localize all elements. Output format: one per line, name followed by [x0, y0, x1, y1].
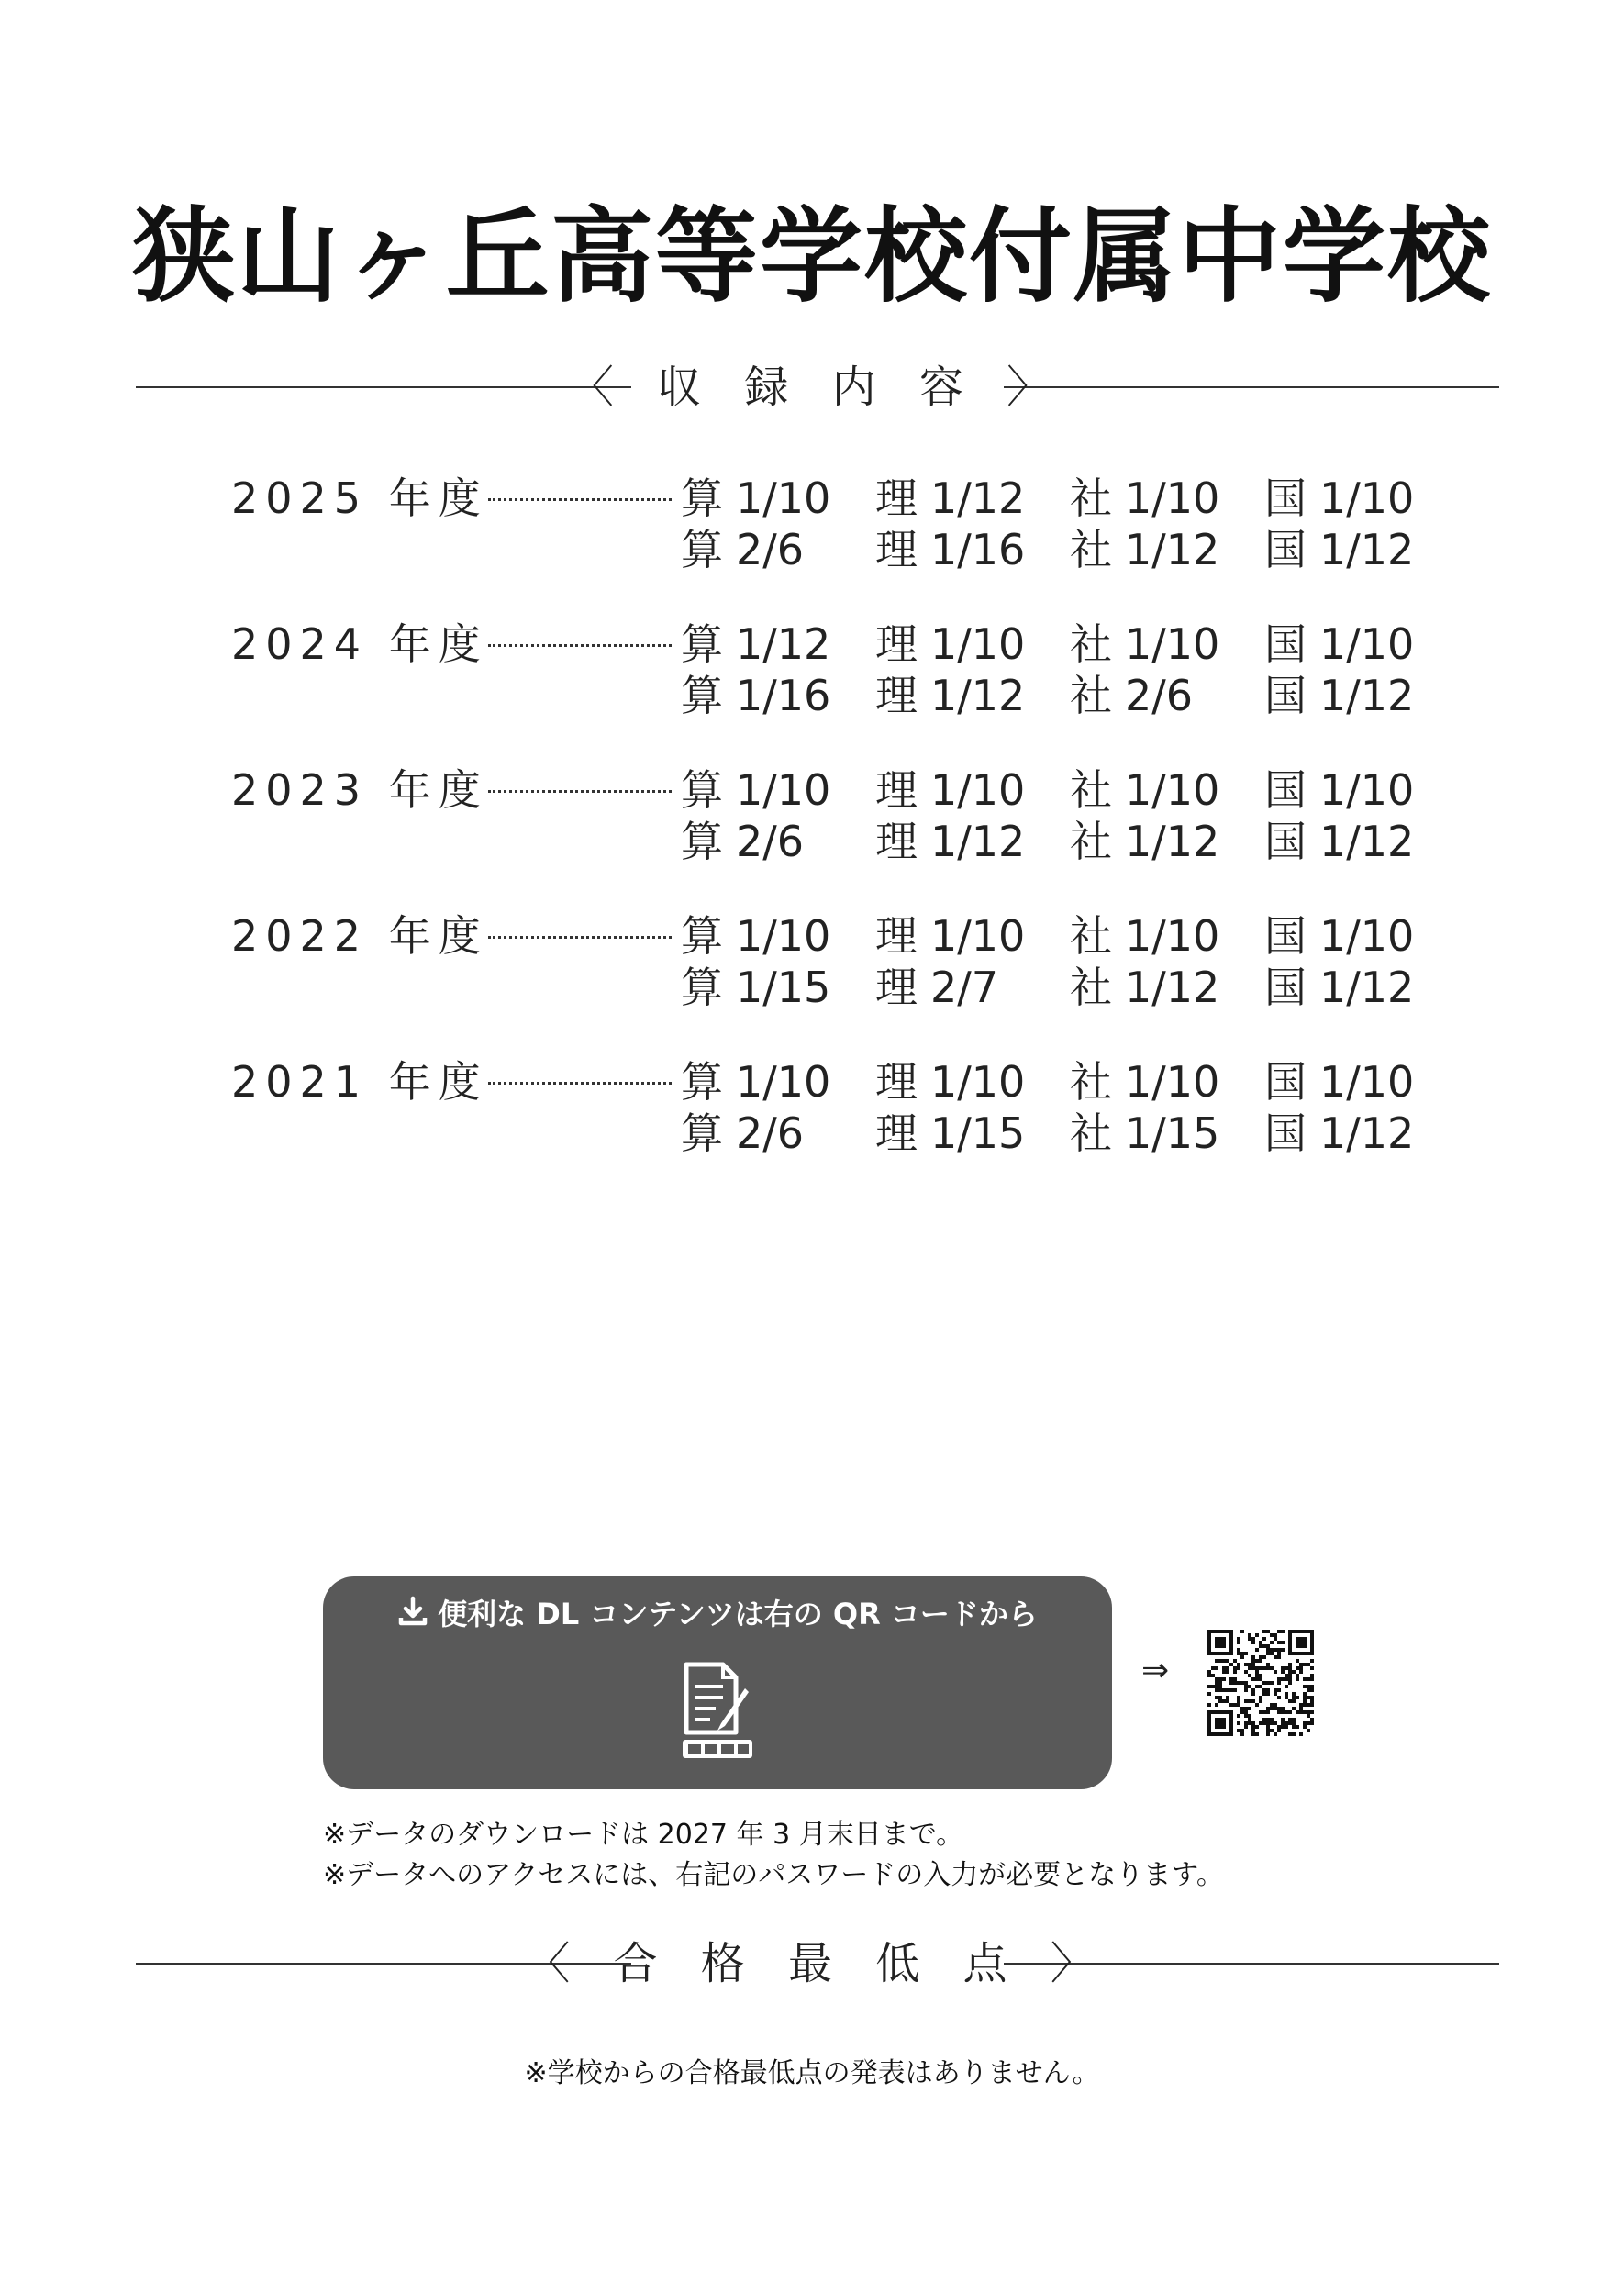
exam-entry [1070, 962, 1264, 1013]
subject-label: 国 [1264, 817, 1307, 866]
exam-date: 1/10 [1125, 619, 1220, 669]
exam-row [681, 1056, 1459, 1108]
exam-date: 1/12 [930, 817, 1026, 866]
subject-label: 社 [1070, 817, 1112, 866]
exam-entry [875, 524, 1070, 575]
subject-label: 算 [681, 525, 723, 574]
exam-entry [1264, 1108, 1459, 1159]
exam-date: 1/10 [1319, 473, 1415, 523]
subject-label: 国 [1264, 619, 1307, 669]
subject-label: 算 [681, 619, 723, 669]
exam-entry [1264, 910, 1459, 962]
subject-label: 理 [875, 525, 918, 574]
exam-entry [875, 816, 1070, 867]
exam-row [681, 764, 1459, 816]
exam-entry [875, 473, 1070, 524]
subject-label: 国 [1264, 1108, 1307, 1158]
exam-date: 1/10 [736, 911, 831, 961]
subject-label: 算 [681, 765, 723, 815]
subject-label: 算 [681, 963, 723, 1012]
dotted-leader [488, 936, 672, 939]
exam-entry [681, 910, 875, 962]
exam-entry [1070, 1108, 1264, 1159]
exam-entry [1264, 670, 1459, 721]
subject-label: 社 [1070, 1108, 1112, 1158]
year-block [231, 618, 1424, 764]
exam-row [681, 670, 1459, 721]
exam-row [681, 816, 1459, 867]
subject-label: 理 [875, 473, 918, 523]
year-block [231, 473, 1424, 618]
exam-date: 1/10 [930, 765, 1026, 815]
exam-date: 1/10 [736, 1057, 831, 1107]
subject-label: 社 [1070, 911, 1112, 961]
exam-date: 1/12 [930, 671, 1026, 720]
exam-dates [681, 473, 1459, 575]
exam-row [681, 524, 1459, 575]
download-notes [323, 1815, 1224, 1896]
exam-date: 1/12 [736, 619, 831, 669]
exam-entry [1070, 473, 1264, 524]
exam-date: 2/7 [930, 963, 999, 1012]
subject-label: 国 [1264, 671, 1307, 720]
exam-date: 1/16 [930, 525, 1026, 574]
subject-label: 算 [681, 911, 723, 961]
exam-date: 1/12 [930, 473, 1026, 523]
exam-entry [1070, 1056, 1264, 1108]
contents-section-label: 〈 収 録 内 容 〉 [569, 362, 1066, 413]
subject-label: 国 [1264, 911, 1307, 961]
subject-label: 社 [1070, 963, 1112, 1012]
exam-entry [875, 670, 1070, 721]
subject-label: 社 [1070, 671, 1112, 720]
subject-label: 理 [875, 619, 918, 669]
subject-label: 社 [1070, 619, 1112, 669]
subject-label: 理 [875, 765, 918, 815]
exam-entry [875, 910, 1070, 962]
exam-date: 1/15 [1125, 1108, 1220, 1158]
exam-date: 1/10 [736, 473, 831, 523]
subject-label: 算 [681, 1108, 723, 1158]
subject-label: 社 [1070, 1057, 1112, 1107]
exam-entry [875, 1108, 1070, 1159]
download-content-box[interactable] [323, 1576, 1112, 1789]
exam-date: 2/6 [736, 817, 805, 866]
subject-label: 理 [875, 1057, 918, 1107]
document-pen-icon[interactable] [681, 1661, 754, 1762]
exam-entry [1070, 524, 1264, 575]
exam-date: 1/12 [1319, 671, 1415, 720]
subject-label: 理 [875, 671, 918, 720]
exam-entry [1264, 618, 1459, 670]
exam-entry [1264, 473, 1459, 524]
exam-entry [1070, 764, 1264, 816]
year-label: 2023 年度 [231, 765, 488, 815]
exam-date: 1/10 [736, 765, 831, 815]
exam-entry [681, 618, 875, 670]
exam-entry [875, 618, 1070, 670]
subject-label: 算 [681, 473, 723, 523]
exam-entry [681, 764, 875, 816]
exam-row [681, 473, 1459, 524]
exam-date: 1/12 [1125, 525, 1220, 574]
exam-date: 1/10 [930, 1057, 1026, 1107]
subject-label: 理 [875, 817, 918, 866]
exam-entry [1070, 618, 1264, 670]
exam-entry [875, 962, 1070, 1013]
year-label: 2024 年度 [231, 619, 488, 669]
year-block [231, 910, 1424, 1056]
exam-entry [1070, 670, 1264, 721]
note-line: ※データのダウンロードは 2027 年 3 月末日まで。 [323, 1819, 964, 1851]
exam-date: 1/12 [1319, 817, 1415, 866]
subject-label: 社 [1070, 765, 1112, 815]
qr-code-icon[interactable] [1207, 1630, 1314, 1736]
subject-label: 理 [875, 963, 918, 1012]
exam-entry [681, 1108, 875, 1159]
dotted-leader [488, 790, 672, 793]
year-label: 2025 年度 [231, 473, 488, 523]
exam-date: 1/10 [1125, 1057, 1220, 1107]
dotted-leader [488, 644, 672, 647]
exam-date: 2/6 [1125, 671, 1194, 720]
exam-row [681, 962, 1459, 1013]
exam-date: 1/10 [1125, 473, 1220, 523]
download-icon [397, 1596, 428, 1636]
exam-date: 1/10 [1319, 1057, 1415, 1107]
exam-date: 1/10 [1319, 765, 1415, 815]
exam-date: 1/16 [736, 671, 831, 720]
exam-date: 1/12 [1319, 963, 1415, 1012]
exam-entry [1264, 816, 1459, 867]
min-score-section-header [136, 1936, 1499, 1991]
arrow-icon: ⇒ [1141, 1652, 1170, 1689]
exam-entry [1264, 524, 1459, 575]
year-block [231, 764, 1424, 910]
exam-date: 1/10 [1319, 911, 1415, 961]
exam-entry [1264, 764, 1459, 816]
exam-entry [681, 670, 875, 721]
exam-date: 1/12 [1319, 1108, 1415, 1158]
download-box-header [323, 1595, 1112, 1636]
exam-entry [1070, 816, 1264, 867]
exam-date: 1/12 [1319, 525, 1415, 574]
exam-date: 1/12 [1125, 817, 1220, 866]
exam-entry [1264, 962, 1459, 1013]
exam-entry [681, 816, 875, 867]
exam-entry [681, 524, 875, 575]
exam-date: 1/10 [930, 911, 1026, 961]
subject-label: 国 [1264, 963, 1307, 1012]
exam-row [681, 910, 1459, 962]
exam-date: 2/6 [736, 1108, 805, 1158]
year-label: 2021 年度 [231, 1057, 488, 1107]
exam-entry [1264, 1056, 1459, 1108]
subject-label: 算 [681, 671, 723, 720]
exam-entry [875, 1056, 1070, 1108]
exam-entry [681, 962, 875, 1013]
exam-date: 2/6 [736, 525, 805, 574]
exam-entry [1070, 910, 1264, 962]
contents-section-header [136, 360, 1499, 415]
exam-date: 1/15 [930, 1108, 1026, 1158]
year-block [231, 1056, 1424, 1202]
exam-dates [681, 764, 1459, 867]
subject-label: 国 [1264, 765, 1307, 815]
subject-label: 算 [681, 817, 723, 866]
exam-date: 1/12 [1125, 963, 1220, 1012]
subject-label: 理 [875, 1108, 918, 1158]
exam-dates [681, 618, 1459, 721]
page-title: 狭山ヶ丘高等学校付属中学校 [132, 197, 1492, 317]
exam-entry [875, 764, 1070, 816]
exam-date: 1/10 [1319, 619, 1415, 669]
subject-label: 算 [681, 1057, 723, 1107]
exam-date: 1/10 [1125, 911, 1220, 961]
note-line: ※データへのアクセスには、右記のパスワードの入力が必要となります。 [323, 1859, 1224, 1891]
subject-label: 国 [1264, 525, 1307, 574]
subject-label: 理 [875, 911, 918, 961]
contents-list [231, 473, 1424, 1202]
exam-date: 1/10 [930, 619, 1026, 669]
min-score-section-label: 〈 合 格 最 低 点 〉 [526, 1938, 1109, 1989]
exam-dates [681, 910, 1459, 1013]
exam-date: 1/15 [736, 963, 831, 1012]
download-box-title: 便利な DL コンテンツは右の QR コードから [438, 1597, 1038, 1631]
exam-row [681, 1108, 1459, 1159]
exam-dates [681, 1056, 1459, 1159]
subject-label: 国 [1264, 1057, 1307, 1107]
subject-label: 国 [1264, 473, 1307, 523]
min-score-note: ※学校からの合格最低点の発表はありません。 [524, 2057, 1100, 2089]
exam-date: 1/10 [1125, 765, 1220, 815]
subject-label: 社 [1070, 473, 1112, 523]
year-label: 2022 年度 [231, 911, 488, 961]
dotted-leader [488, 498, 672, 501]
subject-label: 社 [1070, 525, 1112, 574]
dotted-leader [488, 1082, 672, 1085]
exam-entry [681, 1056, 875, 1108]
exam-row [681, 618, 1459, 670]
exam-entry [681, 473, 875, 524]
